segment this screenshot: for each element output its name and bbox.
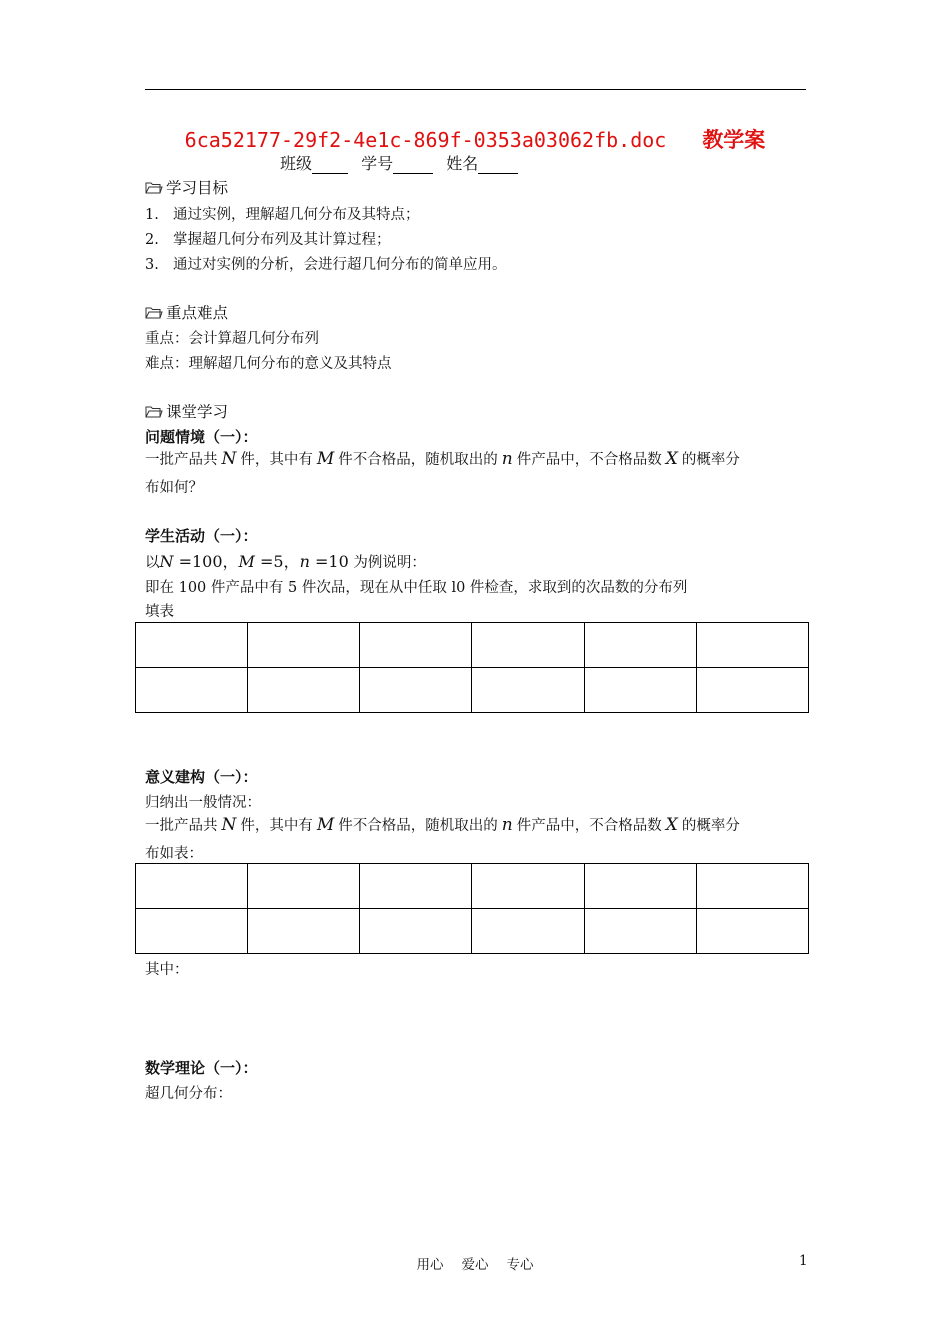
- table-cell[interactable]: [360, 623, 472, 668]
- document-filename: 6ca52177-29f2-4e1c-869f-0353a03062fb.doc: [184, 128, 667, 152]
- name-blank[interactable]: [478, 157, 518, 174]
- table-cell[interactable]: [360, 909, 472, 954]
- meaning-line: 一批产品共 N 件，其中有 M 件不合格品，随机取出的 n 件产品中，不合格品数 X 的概率分: [145, 815, 740, 835]
- document-type: 教学案: [702, 128, 766, 152]
- theory-heading: 数学理论（一）：: [145, 1059, 258, 1077]
- key-point-text: 重点：会计算超几何分布列: [145, 331, 319, 347]
- table-cell[interactable]: [584, 909, 696, 954]
- table-cell[interactable]: [696, 864, 808, 909]
- difficult-point-text: 难点：理解超几何分布的意义及其特点: [145, 356, 392, 372]
- folder-icon: [145, 405, 163, 418]
- table-cell[interactable]: [472, 668, 584, 713]
- table-cell[interactable]: [136, 668, 248, 713]
- classroom-heading: 课堂学习: [145, 400, 228, 422]
- table-row: [136, 623, 809, 668]
- meaning-line: 布如表：: [145, 846, 203, 862]
- table-cell[interactable]: [136, 623, 248, 668]
- table-cell[interactable]: [248, 909, 360, 954]
- student-no-blank[interactable]: [393, 157, 433, 174]
- student-no-label: 学号: [361, 154, 394, 173]
- objective-item: 3. 通过对实例的分析，会进行超几何分布的简单应用。: [145, 257, 507, 273]
- fill-in-table: [135, 622, 809, 713]
- key-points-heading: 重点难点: [145, 301, 228, 323]
- activity-line: 即在 100 件产品中有 5 件次品，现在从中任取 l0 件检查，求取到的次品数的分布列: [145, 580, 688, 596]
- table-cell[interactable]: [248, 623, 360, 668]
- activity-heading: 学生活动（一）：: [145, 527, 258, 545]
- document-title: [0, 124, 950, 154]
- student-info-line: [280, 151, 526, 174]
- table-cell[interactable]: [136, 864, 248, 909]
- table-cell[interactable]: [696, 909, 808, 954]
- fill-table-label: 填表: [145, 604, 174, 620]
- problem-line: 布如何？: [145, 480, 203, 496]
- class-label: 班级: [280, 154, 313, 173]
- meaning-line: 归纳出一般情况：: [145, 795, 261, 811]
- class-blank[interactable]: [312, 157, 348, 174]
- table-cell[interactable]: [248, 668, 360, 713]
- table-cell[interactable]: [472, 909, 584, 954]
- problem-line: 一批产品共 N 件，其中有 M 件不合格品，随机取出的 n 件产品中，不合格品数 X 的概率分: [145, 449, 740, 469]
- objective-item: 2. 掌握超几何分布列及其计算过程；: [145, 232, 391, 248]
- footer-word: 用心: [416, 1257, 444, 1273]
- table-cell[interactable]: [696, 623, 808, 668]
- footer-word: 专心: [506, 1257, 534, 1273]
- table-cell[interactable]: [360, 864, 472, 909]
- table-cell[interactable]: [248, 864, 360, 909]
- meaning-heading: 意义建构（一）：: [145, 768, 258, 786]
- table-cell[interactable]: [136, 909, 248, 954]
- problem-heading: 问题情境（一）：: [145, 428, 258, 446]
- table-cell[interactable]: [584, 864, 696, 909]
- folder-icon: [145, 181, 163, 194]
- table-cell[interactable]: [360, 668, 472, 713]
- activity-line: 以N =100，M =5，n =10 为例说明：: [145, 552, 426, 571]
- page-number: 1: [799, 1253, 808, 1269]
- table-cell[interactable]: [472, 623, 584, 668]
- objective-item: 1. 通过实例，理解超几何分布及其特点；: [145, 207, 420, 223]
- table-cell[interactable]: [696, 668, 808, 713]
- objectives-heading: 学习目标: [145, 176, 228, 198]
- header-rule: [145, 89, 806, 90]
- table-cell[interactable]: [472, 864, 584, 909]
- theory-line: 超几何分布：: [145, 1086, 232, 1102]
- table-cell[interactable]: [584, 623, 696, 668]
- where-label: 其中：: [145, 962, 189, 978]
- distribution-table: [135, 863, 809, 954]
- folder-icon: [145, 306, 163, 319]
- table-row: [136, 909, 809, 954]
- footer-word: 爱心: [461, 1257, 489, 1273]
- name-label: 姓名: [446, 154, 479, 173]
- table-row: [136, 864, 809, 909]
- table-row: [136, 668, 809, 713]
- table-cell[interactable]: [584, 668, 696, 713]
